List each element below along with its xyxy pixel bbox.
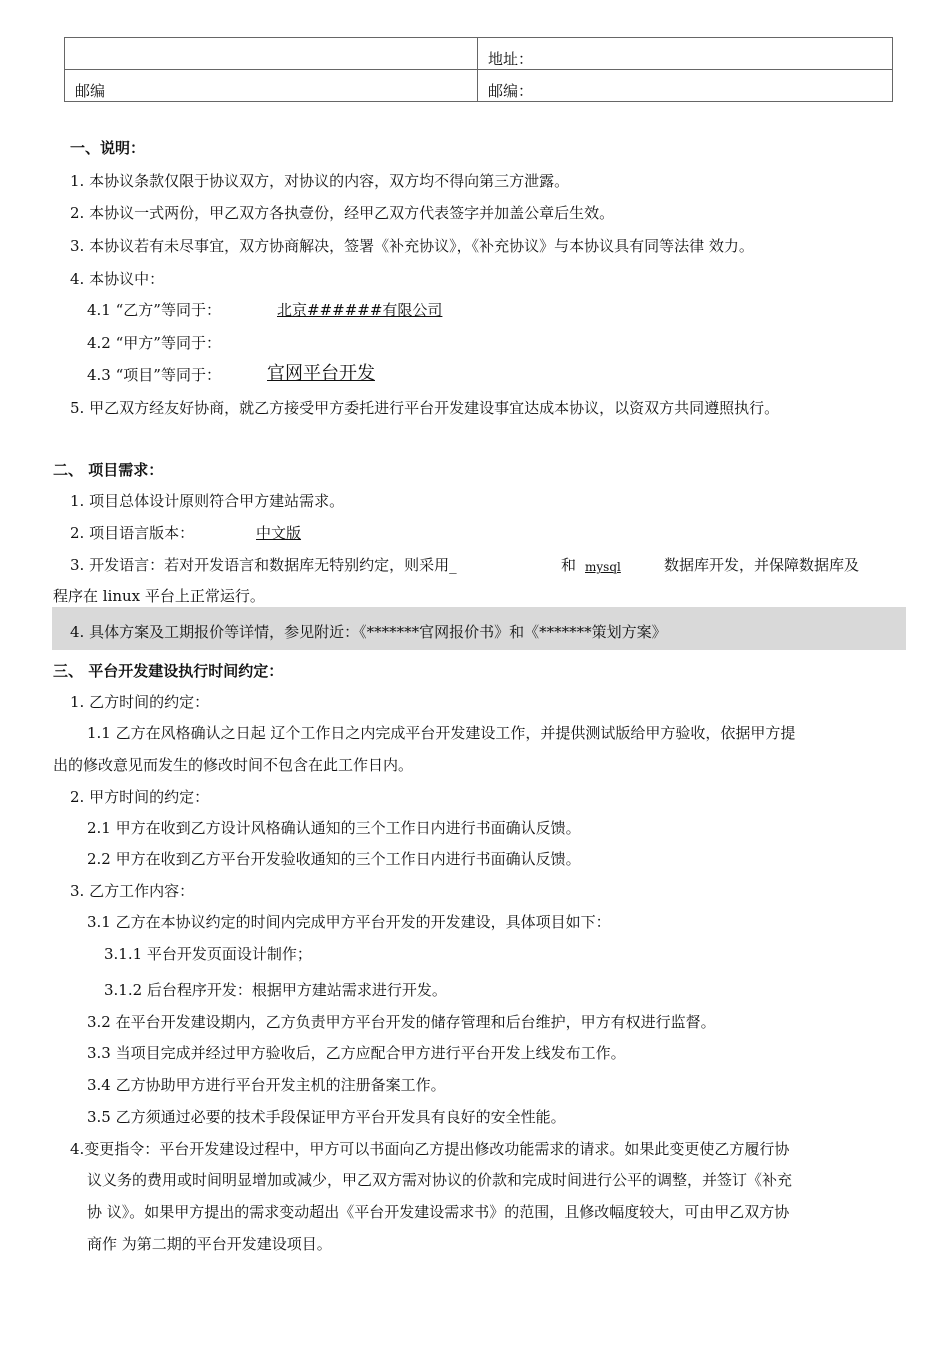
address-table: [64, 37, 893, 102]
definition-value: 官网平台开发: [267, 363, 375, 384]
paragraph: 3.5 乙方须通过必要的技术手段保证甲方平台开发具有良好的安全性能。: [87, 1108, 566, 1126]
paragraph: 3.1 乙方在本协议约定的时间内完成甲方平台开发的开发建设，具体项目如下：: [87, 913, 611, 931]
paragraph: 和: [561, 556, 577, 574]
table-row: [65, 38, 893, 70]
postcode-label: 邮编：: [478, 70, 893, 102]
paragraph: 2.2 甲方在收到乙方平台开发验收通知的三个工作日内进行书面确认反馈。: [87, 850, 581, 868]
paragraph: 2.1 甲方在收到乙方设计风格确认通知的三个工作日内进行书面确认反馈。: [87, 819, 581, 837]
definition-label: 4.2 “甲方”等同于：: [87, 334, 221, 352]
paragraph: 商作 为第二期的平台开发建设项目。: [87, 1235, 332, 1253]
address-label: 地址：: [478, 38, 893, 70]
paragraph: 数据库开发，并保障数据库及: [664, 556, 860, 574]
table-cell: [65, 38, 478, 70]
postcode-label: 邮编: [65, 70, 478, 102]
paragraph: 1.1 乙方在风格确认之日起 辽个工作日之内完成平台开发建设工作，并提供测试版给甲方验收，依据甲方提: [87, 724, 796, 742]
paragraph: 1. 本协议条款仅限于协议双方，对协议的内容，双方均不得向第三方泄露。: [70, 172, 570, 190]
paragraph: 3. 乙方工作内容：: [70, 882, 195, 900]
paragraph: 2. 本协议一式两份，甲乙双方各执壹份，经甲乙双方代表签字并加盖公章后生效。: [70, 204, 615, 222]
paragraph: 3.2 在平台开发建设期内，乙方负责甲方平台开发的储存管理和后台维护，甲方有权进行监督。: [87, 1013, 716, 1031]
database-value: mysql: [585, 560, 621, 574]
paragraph: 3. 开发语言：若对开发语言和数据库无特别约定，则采用_: [70, 556, 457, 574]
definition-label: 4.1 “乙方”等同于：: [87, 301, 221, 319]
paragraph: 2. 甲方时间的约定：: [70, 788, 210, 806]
paragraph: 出的修改意见而发生的修改时间不包含在此工作日内。: [53, 756, 414, 774]
paragraph: 4. 本协议中：: [70, 270, 165, 288]
paragraph: 程序在 linux 平台上正常运行。: [53, 587, 265, 605]
definition-label: 4.3 “项目”等同于：: [87, 366, 221, 384]
definition-value: 中文版: [256, 524, 302, 542]
paragraph: 3.4 乙方协助甲方进行平台开发主机的注册备案工作。: [87, 1076, 446, 1094]
paragraph: 议义务的费用或时间明显增加或减少，甲乙双方需对协议的价款和完成时间进行公平的调整，并签订《补充: [87, 1171, 793, 1189]
section-heading: 二、 项目需求：: [53, 461, 164, 479]
paragraph: 3.3 当项目完成并经过甲方验收后，乙方应配合甲方进行平台开发上线发布工作。: [87, 1044, 626, 1062]
paragraph: 2. 项目语言版本：: [70, 524, 195, 542]
section-heading: 三、 平台开发建设执行时间约定：: [53, 662, 284, 680]
definition-value: 北京######有限公司: [277, 301, 443, 319]
paragraph: 3. 本协议若有未尽事宜，双方协商解决，签署《补充协议》，《补充协议》与本协议具有同等法律 效力。: [70, 237, 754, 255]
section-heading: 一、说明：: [70, 139, 146, 157]
paragraph: 1. 项目总体设计原则符合甲方建站需求。: [70, 492, 345, 510]
paragraph: 1. 乙方时间的约定：: [70, 693, 210, 711]
paragraph: 3.1.2 后台程序开发：根据甲方建站需求进行开发。: [104, 981, 447, 999]
paragraph: 3.1.1 平台开发页面设计制作；: [104, 945, 312, 963]
paragraph: 5. 甲乙双方经友好协商，就乙方接受甲方委托进行平台开发建设事宜达成本协议，以资双方共同遵照执行。: [70, 399, 780, 417]
table-row: [65, 70, 893, 102]
paragraph: 协 议》。如果甲方提出的需求变动超出《平台开发建设需求书》的范围，且修改幅度较大，可由甲乙双方协: [87, 1203, 790, 1221]
paragraph: 4.变更指令：平台开发建设过程中，甲方可以书面向乙方提出修改功能需求的请求。如果此变更使乙方履行协: [70, 1140, 790, 1158]
paragraph: 4. 具体方案及工期报价等详情，参见附近：《*******官网报价书》和《*******策划方案》: [70, 623, 667, 641]
